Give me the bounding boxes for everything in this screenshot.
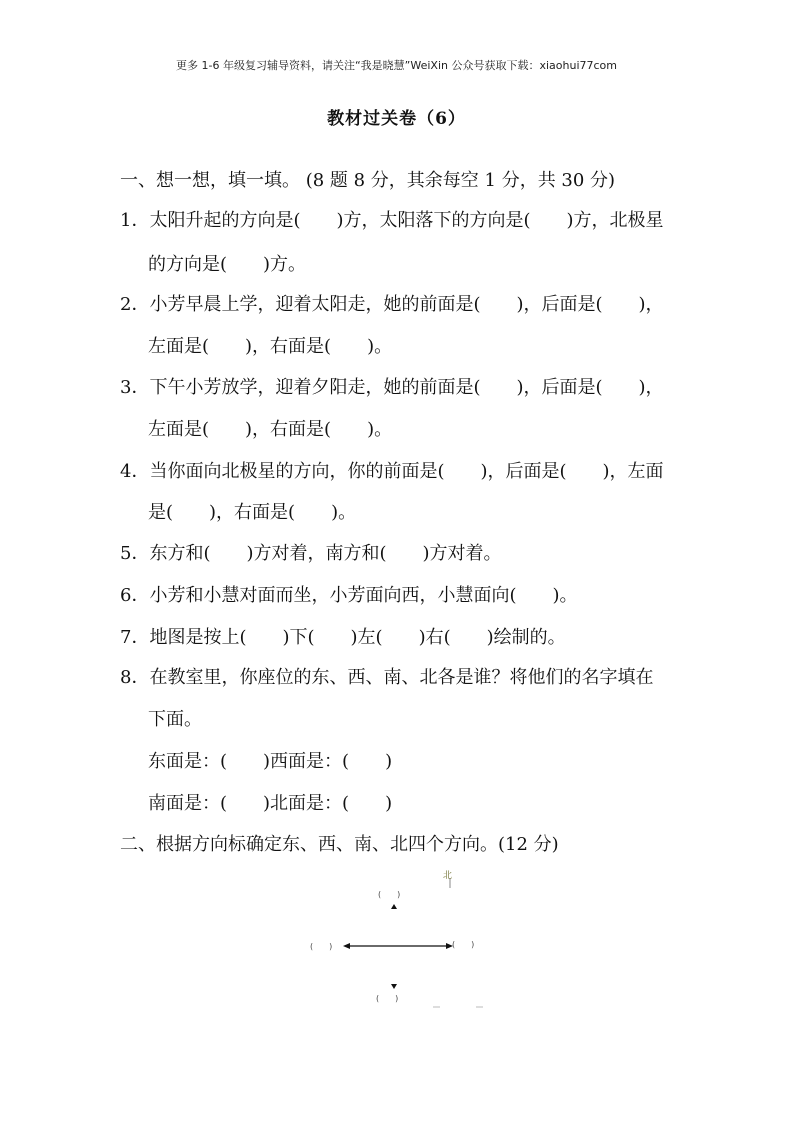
question-8-line-2: 下面。 [148, 709, 202, 730]
question-5: 5．东方和( )方对着，南方和( )方对着。 [120, 543, 502, 564]
question-3-line-1: 3．下午小芳放学，迎着夕阳走，她的前面是( )，后面是( )， [120, 377, 664, 398]
question-4-line-1: 4．当你面向北极星的方向，你的前面是( )，后面是( )，左面 [120, 461, 664, 482]
direction-diagram [290, 862, 530, 1022]
bottom-blank: ( ) [376, 994, 399, 1003]
question-8-south-north: 南面是：( )北面是：( ) [148, 793, 393, 814]
left-blank: ( ) [310, 942, 333, 951]
north-label: 北 [443, 871, 453, 881]
question-2-line-2: 左面是( )，右面是( )。 [148, 336, 393, 357]
question-6: 6．小芳和小慧对面而坐，小芳面向西，小慧面向( )。 [120, 585, 578, 606]
question-3-line-2: 左面是( )，右面是( )。 [148, 419, 393, 440]
question-8-east-west: 东面是：( )西面是：( ) [148, 751, 393, 772]
question-8-line-1: 8．在教室里，你座位的东、西、南、北各是谁？将他们的名字填在 [120, 667, 654, 688]
question-4-line-2: 是( )，右面是( )。 [148, 502, 357, 523]
question-7: 7．地图是按上( )下( )左( )右( )绘制的。 [120, 627, 566, 648]
question-1-line-1: 1．太阳升起的方向是( )方，太阳落下的方向是( )方，北极星 [120, 210, 664, 231]
page-title: 教材过关卷（6） [327, 109, 466, 129]
left-arrowhead [343, 943, 350, 949]
section1-heading: 一、想一想，填一填。 (8 题 8 分，其余每空 1 分，共 30 分) [120, 170, 616, 191]
question-1-line-2: 的方向是( )方。 [148, 254, 307, 275]
section2-heading: 二、根据方向标确定东、西、南、北四个方向。(12 分) [120, 834, 559, 855]
down-arrowhead [391, 984, 397, 989]
up-arrowhead [391, 904, 397, 909]
right-blank: ( ) [452, 940, 475, 949]
question-2-line-1: 2．小芳早晨上学，迎着太阳走，她的前面是( )，后面是( )， [120, 294, 664, 315]
page-header-note: 更多 1-6 年级复习辅导资料，请关注“我是晓慧”WeiXin 公众号获取下载：xiaohui77com [176, 59, 617, 72]
top-blank: ( ) [378, 890, 401, 899]
